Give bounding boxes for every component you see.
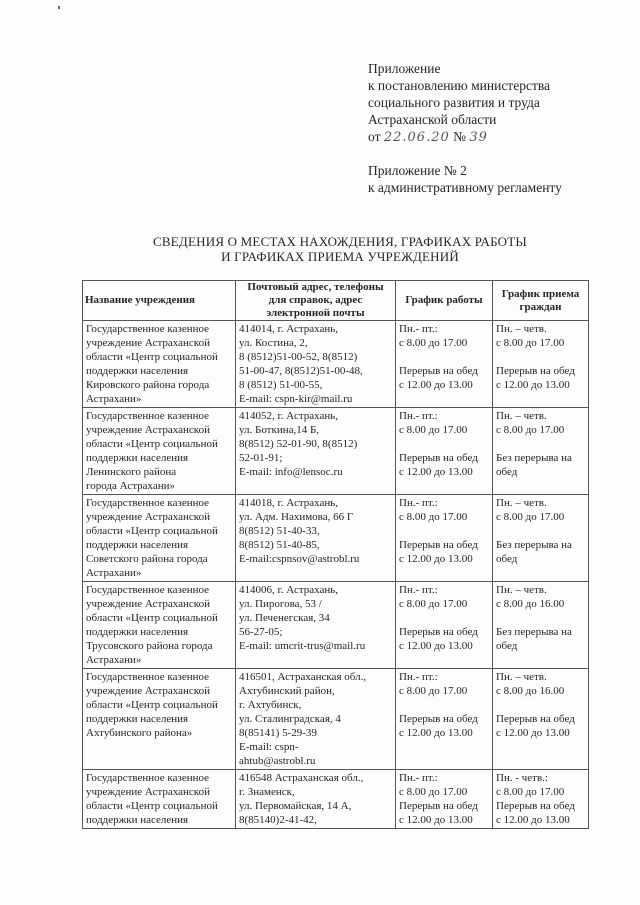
work-schedule-cell-line: Пн.- пт.: xyxy=(399,671,438,683)
handwritten-number: 39 xyxy=(469,130,488,145)
address-cell xyxy=(236,408,396,495)
reception-schedule-cell-line: Пн. – четв. xyxy=(496,323,547,335)
reception-schedule-cell-line: с 12.00 до 13.00 xyxy=(496,379,570,391)
reception-schedule-cell-line: Пн. – четв. xyxy=(496,671,547,683)
reception-schedule-cell-line: с 12.00 до 13.00 xyxy=(496,814,570,826)
decree-date-number xyxy=(368,128,550,146)
from-label: от xyxy=(368,129,381,144)
name-cell-line: области «Центр социальной xyxy=(86,525,218,537)
header-address: Почтовый адрес, телефоны для справок, адрес электронной почты xyxy=(236,281,396,321)
name-cell-line: Государственное казенное xyxy=(86,772,210,784)
name-cell-line: области «Центр социальной xyxy=(86,438,218,450)
name-cell-line: поддержки населения xyxy=(86,452,189,464)
table-row xyxy=(83,495,589,582)
address-cell-line: 414052, г. Астрахань, xyxy=(239,410,339,422)
reception-schedule-cell-line xyxy=(496,698,585,712)
name-cell xyxy=(83,669,236,770)
address-cell-line: 56-27-05; xyxy=(239,626,283,638)
reception-schedule-cell-line xyxy=(496,350,585,364)
name-cell-line: поддержки населения xyxy=(86,539,189,551)
work-schedule-cell xyxy=(396,321,493,408)
margin-mark xyxy=(58,6,60,9)
title-line2: И ГРАФИКАХ ПРИЕМА УЧРЕЖДЕНИЙ xyxy=(221,249,459,264)
reception-schedule-cell-line: Перерыв на обед xyxy=(496,800,575,812)
reception-schedule-cell-line: с 8.00 до 17.00 xyxy=(496,786,565,798)
reception-schedule-cell xyxy=(493,582,589,669)
work-schedule-cell-line xyxy=(399,698,489,712)
reception-schedule-cell-line: обед xyxy=(496,553,518,565)
work-schedule-cell xyxy=(396,495,493,582)
reception-schedule-cell-line xyxy=(496,524,585,538)
work-schedule-cell-line: с 8.00 до 17.00 xyxy=(399,511,468,523)
address-cell-line: 52-01-91; xyxy=(239,452,283,464)
address-cell-line: 8(8512) 51-40-33, xyxy=(239,525,320,537)
header-work-schedule: График работы xyxy=(396,281,493,321)
address-cell xyxy=(236,495,396,582)
address-cell-line: 8(85140)2-41-42, xyxy=(239,814,317,826)
name-cell-line: Ахтубинского района» xyxy=(86,727,193,739)
work-schedule-cell-line: Перерыв на обед xyxy=(399,365,478,377)
work-schedule-cell-line: Перерыв на обед xyxy=(399,626,478,638)
document-title xyxy=(80,234,600,264)
work-schedule-cell-line: с 12.00 до 13.00 xyxy=(399,553,473,565)
header-name: Название учреждения xyxy=(83,281,236,321)
address-cell-line: ул. Сталинградская, 4 xyxy=(239,713,341,725)
name-cell-line: Государственное казенное xyxy=(86,671,210,683)
work-schedule-cell-line: с 12.00 до 13.00 xyxy=(399,466,473,478)
reception-schedule-cell-line: с 8.00 до 17.00 xyxy=(496,511,565,523)
reception-schedule-cell-line: с 8.00 до 16.00 xyxy=(496,598,565,610)
reception-schedule-cell-line xyxy=(496,437,585,451)
reception-schedule-cell-line: Пн. – четв. xyxy=(496,584,547,596)
reception-schedule-cell-line: с 12.00 до 13.00 xyxy=(496,727,570,739)
reception-schedule-cell xyxy=(493,495,589,582)
name-cell-line: Государственное казенное xyxy=(86,497,210,509)
address-cell-line: ул. Пирогова, 53 / xyxy=(239,598,322,610)
name-cell xyxy=(83,321,236,408)
table-row xyxy=(83,582,589,669)
address-cell-line: 8 (8512) 51-00-55, xyxy=(239,379,323,391)
address-cell-line[interactable]: E-mail: info@lensoc.ru xyxy=(239,466,343,478)
address-cell-line[interactable]: E-mail: cspn-kir@mail.ru xyxy=(239,393,353,405)
number-label: № xyxy=(453,129,467,144)
reception-schedule-cell-line: с 8.00 до 17.00 xyxy=(496,424,565,436)
appendix-line1: Приложение xyxy=(368,61,441,76)
work-schedule-cell-line: Перерыв на обед xyxy=(399,539,478,551)
reception-schedule-cell-line: Пн. - четв.: xyxy=(496,772,548,784)
work-schedule-cell-line: с 12.00 до 13.00 xyxy=(399,640,473,652)
name-cell-line: города Астрахани» xyxy=(86,480,176,492)
title-line1: СВЕДЕНИЯ О МЕСТАХ НАХОЖДЕНИЯ, ГРАФИКАХ РАБОТЫ xyxy=(153,234,527,249)
reception-schedule-cell-line: Перерыв на обед xyxy=(496,365,575,377)
address-cell xyxy=(236,669,396,770)
reception-schedule-cell-line: Пн. – четв. xyxy=(496,410,547,422)
address-cell-line: 414014, г. Астрахань, xyxy=(239,323,339,335)
work-schedule-cell-line xyxy=(399,350,489,364)
reception-schedule-cell xyxy=(493,408,589,495)
address-cell-line: 414018, г. Астрахань, xyxy=(239,497,339,509)
appendix-line4: Астраханской области xyxy=(368,112,497,127)
reception-schedule-cell-line: Без перерыва на xyxy=(496,539,572,551)
work-schedule-cell-line: с 8.00 до 17.00 xyxy=(399,424,468,436)
address-cell-line: ул. Боткина,14 Б, xyxy=(239,424,320,436)
name-cell-line: поддержки населения xyxy=(86,814,189,826)
name-cell-line: Трусовского района города xyxy=(86,640,213,652)
work-schedule-cell-line xyxy=(399,611,489,625)
work-schedule-cell xyxy=(396,770,493,829)
address-cell-line: ул. Печенегская, 34 xyxy=(239,612,330,624)
name-cell-line: области «Центр социальной xyxy=(86,800,218,812)
address-cell-line: 416548 Астраханская обл., xyxy=(239,772,364,784)
name-cell-line: поддержки населения xyxy=(86,713,189,725)
name-cell-line: Кировского района города xyxy=(86,379,210,391)
name-cell-line: Советского района города xyxy=(86,553,208,565)
table-row xyxy=(83,408,589,495)
address-cell-line: 8 (8512)51-00-52, 8(8512) xyxy=(239,351,358,363)
work-schedule-cell-line: Перерыв на обед xyxy=(399,800,478,812)
name-cell-line: Астрахани» xyxy=(86,654,142,666)
institutions-table xyxy=(82,280,589,829)
name-cell-line: области «Центр социальной xyxy=(86,351,218,363)
appendix2-header xyxy=(368,162,562,196)
name-cell-line: Государственное казенное xyxy=(86,584,210,596)
appendix-header xyxy=(368,60,550,146)
handwritten-date: 22.06.20 xyxy=(383,130,450,145)
name-cell xyxy=(83,408,236,495)
work-schedule-cell-line: с 12.00 до 13.00 xyxy=(399,379,473,391)
work-schedule-cell-line: Пн.- пт.: xyxy=(399,772,438,784)
address-cell-line[interactable]: ahtub@astrobl.ru xyxy=(239,755,316,767)
name-cell xyxy=(83,770,236,829)
work-schedule-cell-line: Пн.- пт.: xyxy=(399,584,438,596)
address-cell-line: ул. Костина, 2, xyxy=(239,337,308,349)
name-cell-line: области «Центр социальной xyxy=(86,699,218,711)
table-header-row xyxy=(83,281,589,321)
reception-schedule-cell-line: обед xyxy=(496,466,518,478)
work-schedule-cell-line: с 8.00 до 17.00 xyxy=(399,337,468,349)
work-schedule-cell-line xyxy=(399,437,489,451)
work-schedule-cell-line: Перерыв на обед xyxy=(399,713,478,725)
work-schedule-cell xyxy=(396,582,493,669)
address-cell-line[interactable]: E-mail:cspnsov@astrobl.ru xyxy=(239,553,360,565)
address-cell xyxy=(236,321,396,408)
address-cell xyxy=(236,770,396,829)
name-cell xyxy=(83,582,236,669)
header-reception-schedule: График приема граждан xyxy=(493,281,589,321)
name-cell-line: учреждение Астраханской xyxy=(86,424,210,436)
appendix-line3: социального развития и труда xyxy=(368,95,540,110)
reception-schedule-cell-line: с 8.00 до 16.00 xyxy=(496,685,565,697)
name-cell-line: учреждение Астраханской xyxy=(86,786,210,798)
reception-schedule-cell xyxy=(493,669,589,770)
work-schedule-cell-line: Пн.- пт.: xyxy=(399,323,438,335)
work-schedule-cell-line: с 8.00 до 17.00 xyxy=(399,786,468,798)
work-schedule-cell-line: с 12.00 до 13.00 xyxy=(399,814,473,826)
reception-schedule-cell-line: Пн. – четв. xyxy=(496,497,547,509)
name-cell-line: учреждение Астраханской xyxy=(86,511,210,523)
work-schedule-cell-line: Пн.- пт.: xyxy=(399,497,438,509)
name-cell-line: Астрахани» xyxy=(86,567,142,579)
address-cell-line[interactable]: E-mail: umcrit-trus@mail.ru xyxy=(239,640,366,652)
table-row xyxy=(83,669,589,770)
name-cell-line: поддержки населения xyxy=(86,626,189,638)
address-cell xyxy=(236,582,396,669)
name-cell-line: Ленинского района xyxy=(86,466,177,478)
reception-schedule-cell xyxy=(493,770,589,829)
name-cell-line: поддержки населения xyxy=(86,365,189,377)
address-cell-line: ул. Первомайская, 14 А, xyxy=(239,800,352,812)
table-row xyxy=(83,321,589,408)
address-cell-line: г. Знаменск, xyxy=(239,786,295,798)
work-schedule-cell-line: с 8.00 до 17.00 xyxy=(399,598,468,610)
work-schedule-cell-line: с 8.00 до 17.00 xyxy=(399,685,468,697)
work-schedule-cell-line: с 12.00 до 13.00 xyxy=(399,727,473,739)
name-cell-line: Государственное казенное xyxy=(86,323,210,335)
name-cell xyxy=(83,495,236,582)
work-schedule-cell-line: Перерыв на обед xyxy=(399,452,478,464)
address-cell-line: 8(85141) 5-29-39 xyxy=(239,727,317,739)
work-schedule-cell xyxy=(396,669,493,770)
appendix2-line1: Приложение № 2 xyxy=(368,163,467,178)
address-cell-line: 416501, Астраханская обл., xyxy=(239,671,367,683)
address-cell-line: Ахтубинский район, xyxy=(239,685,335,697)
reception-schedule-cell-line: Без перерыва на xyxy=(496,452,572,464)
reception-schedule-cell xyxy=(493,321,589,408)
work-schedule-cell-line: Пн.- пт.: xyxy=(399,410,438,422)
address-cell-line: 8(8512) 51-40-85, xyxy=(239,539,320,551)
appendix-line2: к постановлению министерства xyxy=(368,78,551,93)
work-schedule-cell xyxy=(396,408,493,495)
name-cell-line: Астрахани» xyxy=(86,393,142,405)
table-row xyxy=(83,770,589,829)
appendix2-line2: к административному регламенту xyxy=(368,180,562,195)
name-cell-line: учреждение Астраханской xyxy=(86,598,210,610)
reception-schedule-cell-line: Перерыв на обед xyxy=(496,713,575,725)
reception-schedule-cell-line: с 8.00 до 17.00 xyxy=(496,337,565,349)
address-cell-line: 414006, г. Астрахань, xyxy=(239,584,339,596)
reception-schedule-cell-line xyxy=(496,611,585,625)
address-cell-line: 8(8512) 52-01-90, 8(8512) xyxy=(239,438,358,450)
name-cell-line: области «Центр социальной xyxy=(86,612,218,624)
address-cell-line: г. Ахтубинск, xyxy=(239,699,302,711)
address-cell-line: ул. Адм. Нахимова, 66 Г xyxy=(239,511,354,523)
name-cell-line: учреждение Астраханской xyxy=(86,337,210,349)
work-schedule-cell-line xyxy=(399,524,489,538)
name-cell-line: Государственное казенное xyxy=(86,410,210,422)
reception-schedule-cell-line: Без перерыва на xyxy=(496,626,572,638)
address-cell-line: 51-00-47, 8(8512)51-00-48, xyxy=(239,365,363,377)
reception-schedule-cell-line: обед xyxy=(496,640,518,652)
address-cell-line: E-mail: cspn- xyxy=(239,741,299,753)
name-cell-line: учреждение Астраханской xyxy=(86,685,210,697)
